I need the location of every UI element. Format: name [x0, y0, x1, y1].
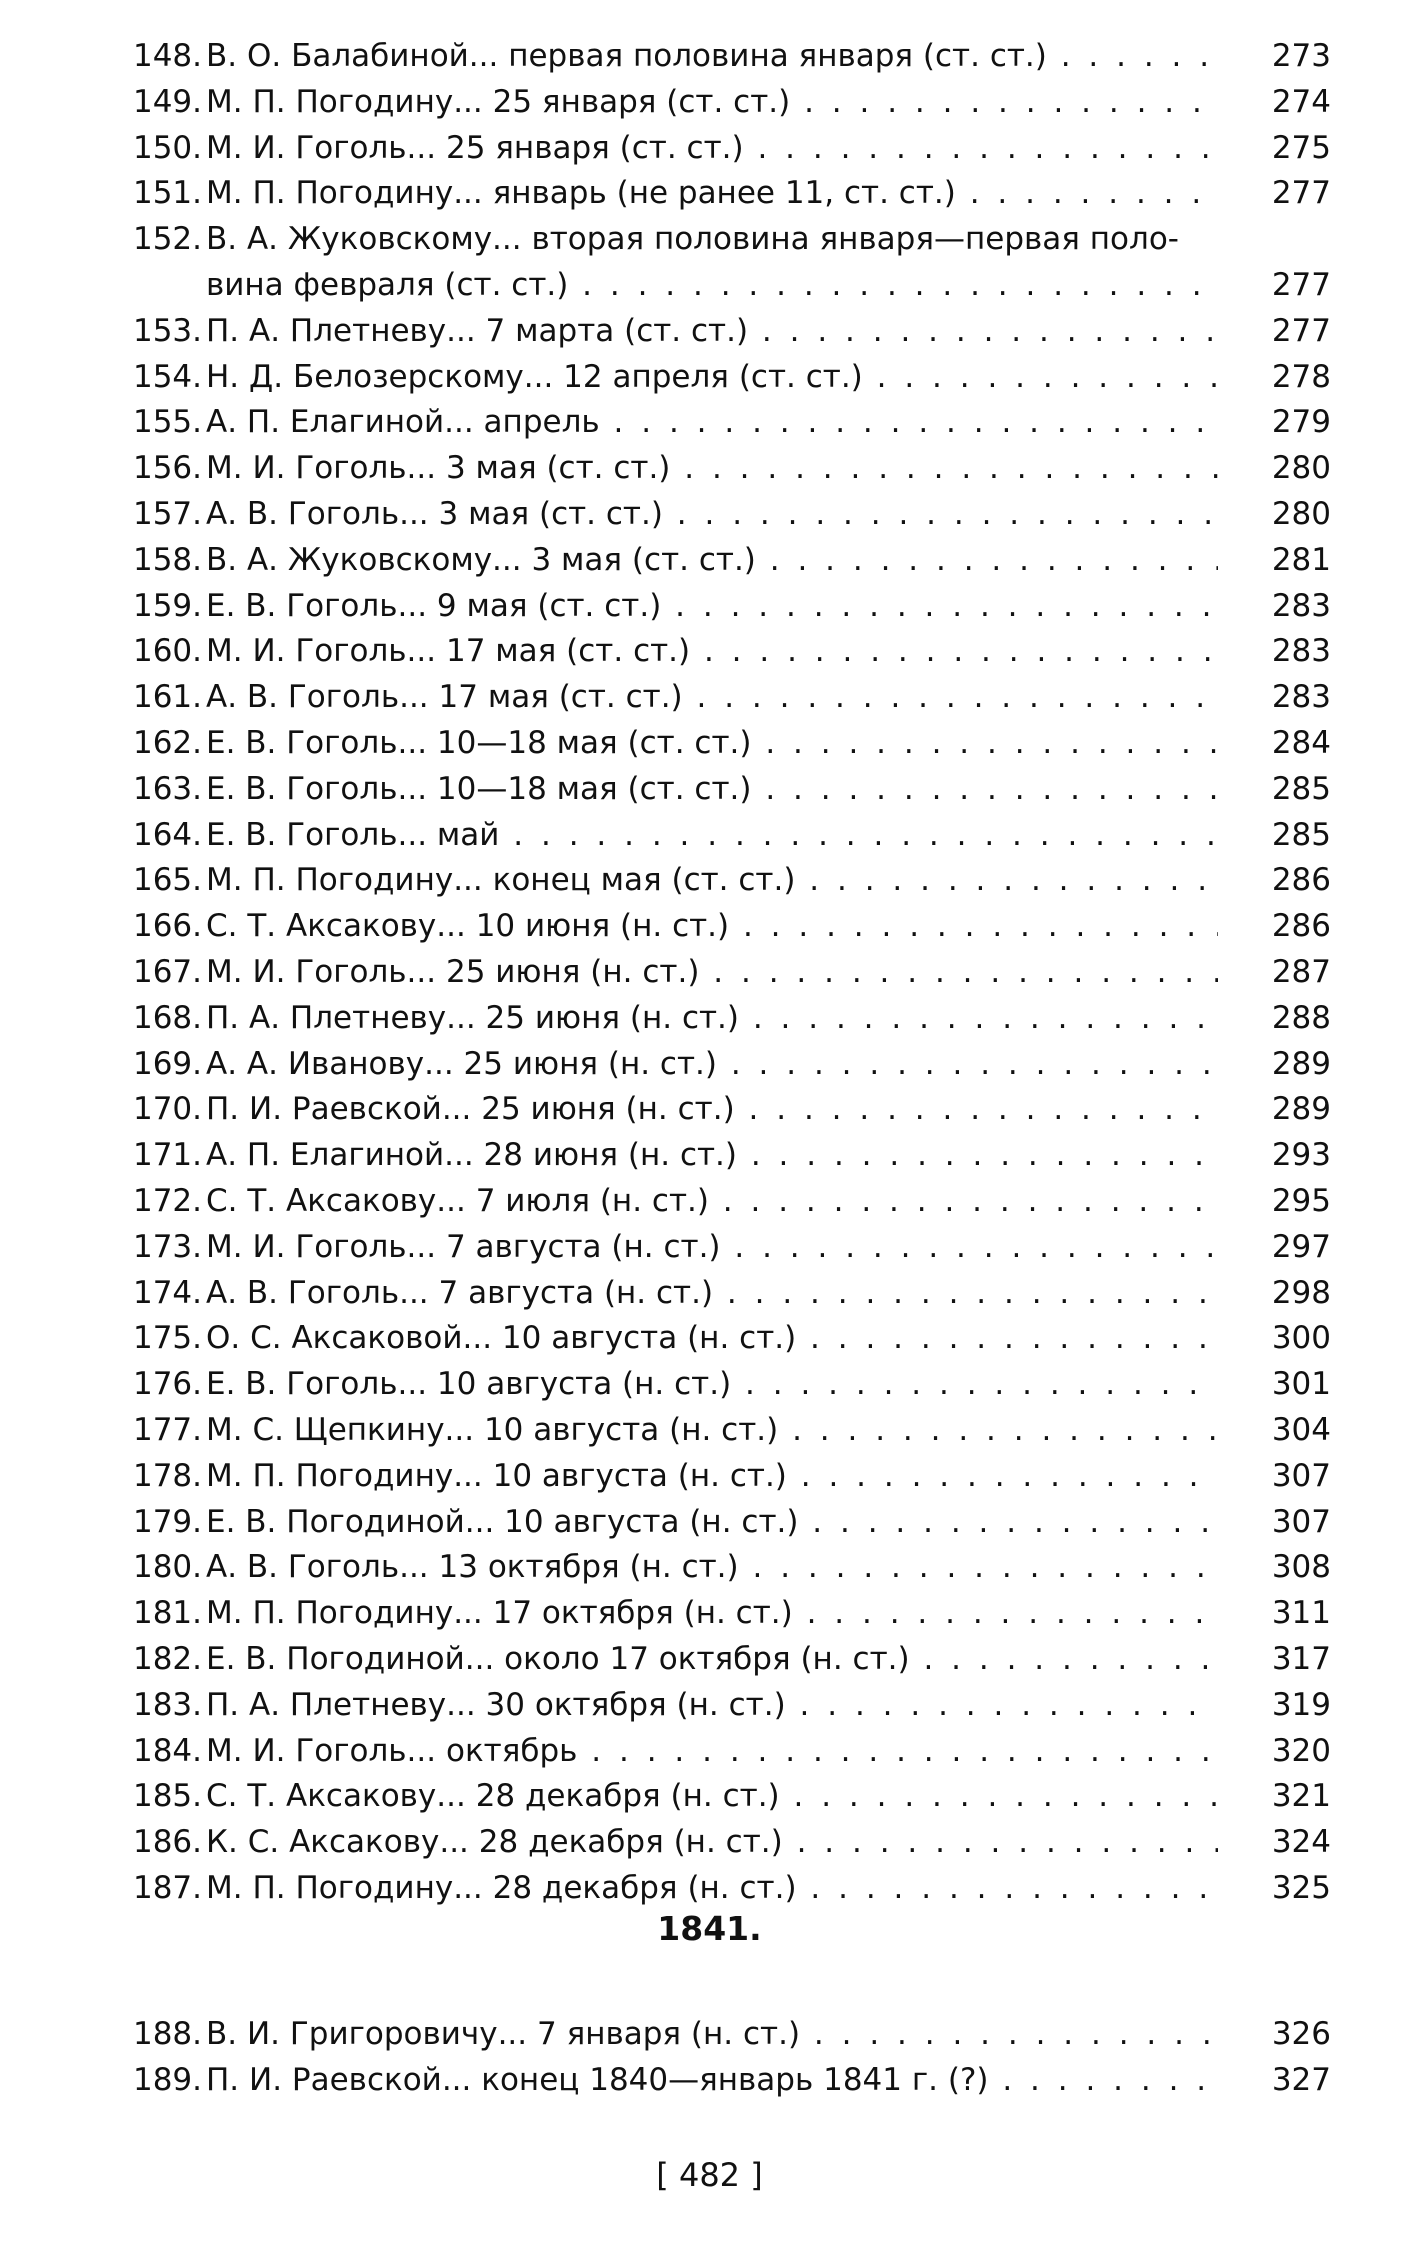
entry-page-number: 286: [1271, 908, 1331, 945]
entry-number: 168.: [132, 999, 202, 1036]
entry-page-number: 324: [1271, 1824, 1331, 1861]
entry-page-number: 281: [1271, 541, 1331, 578]
entry-page-number: 273: [1271, 38, 1331, 74]
entry-page-number: 307: [1271, 1503, 1331, 1540]
toc-entry: [106, 766, 1331, 812]
toc-entry: [106, 949, 1331, 995]
entry-number: 154.: [132, 358, 202, 395]
entry-title: В. И. Григоровичу... 7 января (н. ст.) . . .: [206, 2011, 1218, 2057]
entry-number: 175.: [132, 1320, 202, 1357]
entry-number: 153.: [132, 312, 202, 349]
entry-title: М. С. Щепкину... 10 августа (н. ст.) . . .: [206, 1407, 1218, 1453]
entry-page-number: 311: [1271, 1595, 1331, 1632]
toc-entry: [106, 1773, 1331, 1819]
entry-title: В. О. Балабиной... первая половина января (ст. ст.) . . .: [206, 33, 1218, 79]
entry-number: 185.: [132, 1778, 202, 1815]
toc-entry: [106, 2011, 1331, 2057]
entry-title: [206, 216, 1218, 308]
entry-title: В. А. Жуковскому... 3 мая (ст. ст.) . . .: [206, 537, 1218, 583]
toc-entry: [106, 1224, 1331, 1270]
entry-page-number: 277: [1271, 312, 1331, 349]
entry-number: 189.: [132, 2061, 202, 2098]
entry-title: М. И. Гоголь... 25 января (ст. ст.) . . .: [206, 125, 1218, 171]
entry-title: М. П. Погодину... 10 августа (н. ст.) . . .: [206, 1453, 1218, 1499]
entry-page-number: 283: [1271, 679, 1331, 716]
entry-page-number: 297: [1271, 1228, 1331, 1265]
entry-number: 172.: [132, 1183, 202, 1219]
entry-title: П. И. Раевской... конец 1840—январь 1841 г. (?) . . .: [206, 2057, 1218, 2103]
entry-number: 170.: [132, 1091, 202, 1128]
toc-entry: [106, 1682, 1331, 1728]
entry-page-number: 279: [1271, 404, 1331, 441]
entry-page-number: 308: [1271, 1549, 1331, 1586]
entry-title: А. В. Гоголь... 13 октября (н. ст.) . . .: [206, 1544, 1218, 1590]
toc-entry: [106, 1636, 1331, 1682]
toc-entry: [106, 628, 1331, 674]
toc-entry: [106, 1819, 1331, 1865]
toc-entry: [106, 399, 1331, 445]
toc-entry: [106, 1178, 1331, 1224]
entry-page-number: 319: [1271, 1686, 1331, 1723]
entry-title: Е. В. Гоголь... 10—18 мая (ст. ст.) . . .: [206, 766, 1218, 812]
entry-number: 176.: [132, 1366, 202, 1403]
entry-number: 148.: [132, 38, 202, 74]
entry-number: 183.: [132, 1686, 202, 1723]
entry-title: Н. Д. Белозерскому... 12 апреля (ст. ст.) . . .: [206, 354, 1218, 400]
section-year-heading: 1841.: [657, 1909, 762, 1948]
entry-title-line: В. А. Жуковскому... вторая половина января—первая поло-: [206, 221, 1179, 258]
toc-entry: [106, 1086, 1331, 1132]
entry-title: А. П. Елагиной... апрель . . .: [206, 399, 1218, 445]
toc-entry: [106, 1315, 1331, 1361]
entry-title: Е. В. Погодиной... 10 августа (н. ст.) . . .: [206, 1499, 1218, 1545]
entry-number: 150.: [132, 129, 202, 166]
entry-number: 165.: [132, 862, 202, 899]
entry-title: К. С. Аксакову... 28 декабря (н. ст.) . . .: [206, 1819, 1218, 1865]
entry-number: 169.: [132, 1045, 202, 1082]
entry-title: С. Т. Аксакову... 10 июня (н. ст.) . . .: [206, 903, 1218, 949]
toc-entry: [106, 812, 1331, 858]
entry-page-number: 288: [1271, 999, 1331, 1036]
entry-number: 160.: [132, 633, 202, 670]
entry-title: М. И. Гоголь... 3 мая (ст. ст.) . . .: [206, 445, 1218, 491]
entry-title: Е. В. Гоголь... 9 мая (ст. ст.) . . .: [206, 583, 1218, 629]
entry-number: 182.: [132, 1641, 202, 1677]
entry-number: 188.: [132, 2016, 202, 2052]
entry-page-number: 285: [1271, 770, 1331, 807]
entry-page-number: 284: [1271, 725, 1331, 761]
entry-title-line: вина февраля (ст. ст.) . . .: [206, 262, 1218, 308]
entry-page-number: 278: [1271, 358, 1331, 395]
entry-page-number: 280: [1271, 450, 1331, 487]
entry-number: 163.: [132, 770, 202, 807]
toc-entry: [106, 445, 1331, 491]
toc-entry: [106, 1132, 1331, 1178]
entry-title: М. И. Гоголь... октябрь . . .: [206, 1728, 1218, 1774]
entry-page-number: 293: [1271, 1137, 1331, 1174]
entry-title: М. И. Гоголь... 25 июня (н. ст.) . . .: [206, 949, 1218, 995]
entry-title: А. П. Елагиной... 28 июня (н. ст.) . . .: [206, 1132, 1218, 1178]
entry-number: 186.: [132, 1824, 202, 1861]
toc-entry: [106, 1270, 1331, 1316]
entry-title: Е. В. Гоголь... 10—18 мая (ст. ст.) . . .: [206, 720, 1218, 766]
toc-entry: [106, 308, 1331, 354]
entry-title: П. И. Раевской... 25 июня (н. ст.) . . .: [206, 1086, 1218, 1132]
entry-title: А. В. Гоголь... 3 мая (ст. ст.) . . .: [206, 491, 1218, 537]
entry-title: М. И. Гоголь... 17 мая (ст. ст.) . . .: [206, 628, 1218, 674]
toc-entry: [106, 720, 1331, 766]
toc-entry: [106, 583, 1331, 629]
entry-page-number: 277: [1271, 175, 1331, 212]
toc-entry: [106, 1544, 1331, 1590]
entry-number: 184.: [132, 1732, 202, 1769]
entry-number: 174.: [132, 1274, 202, 1311]
entry-number: 180.: [132, 1549, 202, 1586]
toc-entry: [106, 216, 1331, 308]
entry-page-number: 325: [1271, 1870, 1331, 1906]
entry-number: 151.: [132, 175, 202, 212]
entry-number: 179.: [132, 1503, 202, 1540]
toc-entry: [106, 354, 1331, 400]
entry-page-number: 320: [1271, 1732, 1331, 1769]
entry-number: 177.: [132, 1412, 202, 1448]
entry-number: 167.: [132, 954, 202, 990]
entry-title: О. С. Аксаковой... 10 августа (н. ст.) . . .: [206, 1315, 1218, 1361]
toc-entry: [106, 537, 1331, 583]
entry-page-number: 280: [1271, 496, 1331, 532]
entry-page-number: 301: [1271, 1366, 1331, 1403]
entry-number: 166.: [132, 908, 202, 945]
entry-page-number: 326: [1271, 2016, 1331, 2052]
entry-number: 157.: [132, 496, 202, 532]
toc-entry: [106, 1865, 1331, 1911]
entry-title: М. П. Погодину... 17 октября (н. ст.) . . .: [206, 1590, 1218, 1636]
entry-number: 173.: [132, 1228, 202, 1265]
entry-title: Е. В. Гоголь... 10 августа (н. ст.) . . .: [206, 1361, 1218, 1407]
entry-page-number: 321: [1271, 1778, 1331, 1815]
entry-title: М. П. Погодину... конец мая (ст. ст.) . . .: [206, 857, 1218, 903]
toc-entry: [106, 903, 1331, 949]
toc-entry: [106, 125, 1331, 171]
toc-entry: [106, 79, 1331, 125]
entry-number: 155.: [132, 404, 202, 441]
entry-number: 187.: [132, 1870, 202, 1906]
entry-number: 181.: [132, 1595, 202, 1632]
entry-page-number: 298: [1271, 1274, 1331, 1311]
entry-page-number: 300: [1271, 1320, 1331, 1357]
entry-page-number: 327: [1271, 2061, 1331, 2098]
toc-entry: [106, 33, 1331, 79]
entry-title: М. П. Погодину... 25 января (ст. ст.) . . .: [206, 79, 1218, 125]
entry-title: П. А. Плетневу... 30 октября (н. ст.) . . .: [206, 1682, 1218, 1728]
entry-number: 152.: [132, 221, 202, 258]
entry-number: 161.: [132, 679, 202, 716]
entry-title: М. П. Погодину... январь (не ранее 11, ст. ст.) . . .: [206, 170, 1218, 216]
entry-title: М. П. Погодину... 28 декабря (н. ст.) . . .: [206, 1865, 1218, 1911]
toc-entry: [106, 1499, 1331, 1545]
entry-number: 149.: [132, 83, 202, 120]
entry-title: А. А. Иванову... 25 июня (н. ст.) . . .: [206, 1041, 1218, 1087]
toc-entry: [106, 857, 1331, 903]
entry-title: П. А. Плетневу... 25 июня (н. ст.) . . .: [206, 995, 1218, 1041]
entry-page-number: 275: [1271, 129, 1331, 166]
page-folio: [ 482 ]: [656, 2156, 763, 2194]
entry-title: Е. В. Гоголь... май . . .: [206, 812, 1218, 858]
entry-page-number: 286: [1271, 862, 1331, 899]
entry-page-number: 289: [1271, 1091, 1331, 1128]
entry-number: 159.: [132, 587, 202, 624]
entry-number: 158.: [132, 541, 202, 578]
toc-entry: [106, 2057, 1331, 2103]
entry-page-number: 283: [1271, 587, 1331, 624]
entry-title: А. В. Гоголь... 7 августа (н. ст.) . . .: [206, 1270, 1218, 1316]
toc-entry: [106, 170, 1331, 216]
entry-title: М. И. Гоголь... 7 августа (н. ст.) . . .: [206, 1224, 1218, 1270]
toc-entry: [106, 1041, 1331, 1087]
entry-page-number: 289: [1271, 1045, 1331, 1082]
entry-page-number: 285: [1271, 816, 1331, 853]
entry-number: 156.: [132, 450, 202, 487]
toc-entry: [106, 1590, 1331, 1636]
entry-page-number: 304: [1271, 1412, 1331, 1448]
entry-title: С. Т. Аксакову... 28 декабря (н. ст.) . . .: [206, 1773, 1218, 1819]
entry-page-number: 287: [1271, 954, 1331, 990]
toc-entry: [106, 1728, 1331, 1774]
entry-number: 171.: [132, 1137, 202, 1174]
toc-entry: [106, 1453, 1331, 1499]
entry-page-number: 317: [1271, 1641, 1331, 1677]
entry-title: Е. В. Погодиной... около 17 октября (н. ст.) . . .: [206, 1636, 1218, 1682]
toc-entry: [106, 491, 1331, 537]
toc-entry: [106, 1407, 1331, 1453]
entry-page-number: 277: [1271, 267, 1331, 304]
entry-title: А. В. Гоголь... 17 мая (ст. ст.) . . .: [206, 674, 1218, 720]
entry-page-number: 307: [1271, 1457, 1331, 1494]
entry-number: 178.: [132, 1457, 202, 1494]
toc-entry: [106, 995, 1331, 1041]
entry-title: П. А. Плетневу... 7 марта (ст. ст.) . . .: [206, 308, 1218, 354]
entry-title: С. Т. Аксакову... 7 июля (н. ст.) . . .: [206, 1178, 1218, 1224]
entry-page-number: 295: [1271, 1183, 1331, 1219]
toc-entry: [106, 674, 1331, 720]
entry-page-number: 283: [1271, 633, 1331, 670]
entry-page-number: 274: [1271, 83, 1331, 120]
toc-entry: [106, 1361, 1331, 1407]
entry-number: 164.: [132, 816, 202, 853]
entry-number: 162.: [132, 725, 202, 761]
